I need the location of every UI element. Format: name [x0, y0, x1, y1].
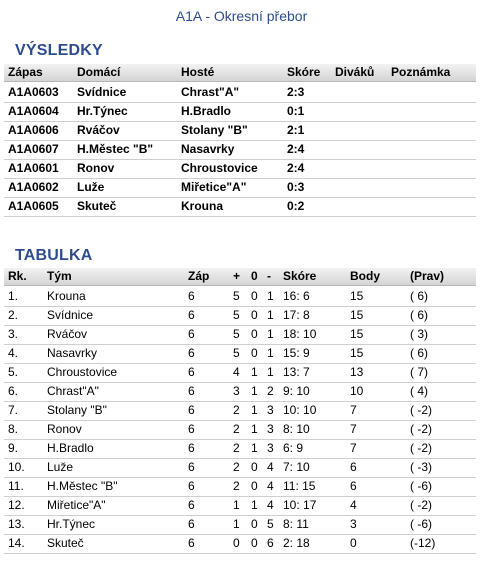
- standings-cell: ( 7): [410, 365, 428, 379]
- results-column-header: Diváků: [335, 65, 375, 79]
- table-row: [4, 382, 476, 402]
- standings-cell: 6: [188, 460, 195, 474]
- standings-cell: 13.: [8, 517, 25, 531]
- standings-cell: 13: 7: [283, 365, 310, 379]
- standings-cell: 6: 9: [283, 441, 304, 455]
- standings-cell: ( -2): [410, 441, 432, 455]
- standings-cell: 4: [350, 498, 357, 512]
- table-row: [4, 458, 476, 478]
- standings-cell: 11: 15: [283, 479, 316, 493]
- standings-cell: Luže: [47, 460, 74, 474]
- standings-cell: 0: [251, 327, 258, 341]
- standings-cell: 6: [188, 384, 195, 398]
- standings-column-header: 0: [251, 269, 258, 283]
- standings-column-header: Skóre: [283, 269, 317, 283]
- table-row: [4, 420, 476, 440]
- standings-cell: 1: [233, 498, 240, 512]
- standings-cell: 1.: [8, 289, 19, 303]
- standings-cell: 2: 18: [283, 536, 310, 550]
- standings-cell: 5: [233, 327, 240, 341]
- standings-cell: 6: [188, 308, 195, 322]
- results-cell: Chroustovice: [181, 161, 258, 175]
- standings-cell: 14.: [8, 536, 25, 550]
- standings-cell: 1: [267, 289, 274, 303]
- table-row: [4, 178, 476, 198]
- standings-cell: 2: [233, 422, 240, 436]
- results-cell: H.Bradlo: [181, 104, 232, 118]
- standings-cell: 1: [267, 365, 274, 379]
- table-row: [4, 363, 476, 383]
- results-cell: Svídnice: [77, 85, 127, 99]
- standings-cell: 0: [251, 460, 258, 474]
- standings-cell: 0: [251, 289, 258, 303]
- standings-cell: ( 6): [410, 346, 428, 360]
- standings-cell: 7: [350, 441, 357, 455]
- standings-cell: 1: [251, 384, 258, 398]
- standings-cell: 6: [188, 498, 195, 512]
- table-row: [4, 121, 476, 141]
- table-row: [4, 83, 476, 103]
- standings-cell: 6: [188, 327, 195, 341]
- standings-cell: ( 4): [410, 384, 428, 398]
- standings-cell: 2: [233, 479, 240, 493]
- results-cell: A1A0602: [8, 180, 59, 194]
- standings-cell: 3: [267, 403, 274, 417]
- standings-cell: 6: [188, 403, 195, 417]
- results-cell: 2:4: [287, 161, 305, 175]
- table-row: [4, 306, 476, 326]
- results-cell: 0:2: [287, 199, 305, 213]
- standings-cell: 4: [267, 460, 274, 474]
- standings-cell: 4.: [8, 346, 19, 360]
- table-row: [4, 197, 476, 217]
- standings-cell: 11.: [8, 479, 24, 493]
- standings-cell: 1: [267, 308, 274, 322]
- standings-cell: 2: [267, 384, 274, 398]
- standings-cell: Nasavrky: [47, 346, 98, 360]
- standings-cell: 10.: [8, 460, 25, 474]
- table-row: [4, 439, 476, 459]
- standings-cell: 2.: [8, 308, 19, 322]
- standings-cell: 13: [350, 365, 364, 379]
- standings-cell: Skuteč: [47, 536, 84, 550]
- standings-cell: 6: [267, 536, 274, 550]
- table-row: [4, 325, 476, 345]
- results-column-header: Poznámka: [391, 65, 451, 79]
- standings-cell: 0: [251, 479, 258, 493]
- standings-cell: 3.: [8, 327, 19, 341]
- standings-cell: 15: [350, 289, 364, 303]
- standings-cell: 1: [233, 517, 240, 531]
- results-column-header: Zápas: [8, 65, 43, 79]
- standings-cell: 0: [251, 308, 258, 322]
- standings-cell: 5: [233, 308, 240, 322]
- standings-cell: 6: [188, 365, 195, 379]
- results-cell: A1A0601: [8, 161, 59, 175]
- standings-cell: 6.: [8, 384, 19, 398]
- standings-cell: 9.: [8, 441, 19, 455]
- standings-cell: 4: [267, 498, 274, 512]
- results-column-header: Hosté: [181, 65, 215, 79]
- standings-cell: ( 6): [410, 289, 428, 303]
- standings-cell: 7: [350, 422, 357, 436]
- standings-cell: ( -3): [410, 460, 432, 474]
- table-row: [4, 401, 476, 421]
- standings-cell: 17: 8: [283, 308, 310, 322]
- standings-cell: 4: [233, 365, 240, 379]
- standings-cell: 3: [267, 441, 274, 455]
- results-cell: 2:3: [287, 85, 305, 99]
- standings-cell: Rváčov: [47, 327, 88, 341]
- standings-cell: 10: 17: [283, 498, 317, 512]
- standings-cell: 6: [350, 479, 357, 493]
- standings-cell: 8: 11: [283, 517, 309, 531]
- standings-cell: 1: [251, 365, 258, 379]
- results-cell: Rváčov: [77, 123, 120, 137]
- results-cell: A1A0604: [8, 104, 59, 118]
- results-cell: Chrast"A": [181, 85, 240, 99]
- standings-cell: ( -6): [410, 479, 432, 493]
- standings-cell: 1: [251, 403, 258, 417]
- results-heading: VÝSLEDKY: [15, 42, 103, 59]
- standings-cell: 1: [267, 346, 274, 360]
- standings-cell: 4: [267, 479, 274, 493]
- standings-cell: 1: [251, 422, 258, 436]
- standings-cell: 6: [188, 441, 195, 455]
- standings-cell: 3: [350, 517, 357, 531]
- table-row: [4, 344, 476, 364]
- results-cell: Stolany "B": [181, 123, 248, 137]
- standings-cell: 6: [188, 479, 195, 493]
- standings-cell: 7: 10: [283, 460, 310, 474]
- table-row: [4, 159, 476, 179]
- results-cell: Ronov: [77, 161, 115, 175]
- results-cell: A1A0607: [8, 142, 59, 156]
- results-header-row: [4, 64, 476, 82]
- results-cell: 2:4: [287, 142, 305, 156]
- standings-column-header: (Prav): [410, 269, 445, 283]
- standings-cell: 10: 10: [283, 403, 317, 417]
- standings-cell: Ronov: [47, 422, 82, 436]
- standings-cell: 8.: [8, 422, 19, 436]
- standings-cell: 5: [233, 346, 240, 360]
- standings-header-row: [4, 268, 476, 286]
- standings-cell: 6: [188, 536, 195, 550]
- standings-cell: 1: [251, 498, 258, 512]
- standings-cell: H.Městec "B": [47, 479, 118, 493]
- standings-cell: 5: [233, 289, 240, 303]
- standings-cell: 10: [350, 384, 364, 398]
- results-cell: Nasavrky: [181, 142, 235, 156]
- results-cell: H.Městec "B": [77, 142, 154, 156]
- table-row: [4, 287, 476, 307]
- table-row: [4, 102, 476, 122]
- standings-cell: 0: [233, 536, 240, 550]
- page-title: A1A - Okresní přebor: [175, 8, 308, 24]
- standings-cell: 0: [251, 517, 258, 531]
- results-cell: 0:3: [287, 180, 305, 194]
- results-cell: A1A0606: [8, 123, 59, 137]
- results-column-header: Skóre: [287, 65, 321, 79]
- standings-cell: 0: [350, 536, 357, 550]
- standings-cell: 6: [188, 346, 195, 360]
- standings-cell: Chrast"A": [47, 384, 99, 398]
- standings-cell: 3: [267, 422, 274, 436]
- results-cell: Skuteč: [77, 199, 117, 213]
- standings-column-header: +: [233, 269, 241, 283]
- standings-cell: ( -2): [410, 498, 432, 512]
- standings-cell: Stolany "B": [47, 403, 107, 417]
- standings-cell: 6: [188, 422, 195, 436]
- standings-column-header: Rk.: [8, 269, 27, 283]
- standings-cell: 3: [233, 384, 240, 398]
- standings-cell: 9: 10: [283, 384, 310, 398]
- table-row: [4, 496, 476, 516]
- results-cell: 2:1: [287, 123, 305, 137]
- standings-cell: 5.: [8, 365, 19, 379]
- standings-cell: 16: 6: [283, 289, 310, 303]
- table-row: [4, 515, 476, 535]
- results-cell: 0:1: [287, 104, 305, 118]
- standings-cell: ( 6): [410, 308, 428, 322]
- standings-cell: 6: [350, 460, 357, 474]
- results-cell: Miřetice"A": [181, 180, 247, 194]
- standings-cell: 7.: [8, 403, 19, 417]
- standings-heading: TABULKA: [15, 247, 93, 264]
- standings-cell: ( -2): [410, 403, 432, 417]
- standings-cell: 8: 10: [283, 422, 310, 436]
- standings-column-header: Záp: [188, 269, 210, 283]
- standings-cell: Chroustovice: [47, 365, 118, 379]
- standings-cell: Miřetice"A": [47, 498, 106, 512]
- results-column-header: Domácí: [77, 65, 121, 79]
- results-cell: A1A0603: [8, 85, 59, 99]
- standings-cell: Krouna: [47, 289, 86, 303]
- standings-cell: 12.: [8, 498, 25, 512]
- table-row: [4, 477, 476, 497]
- standings-cell: 7: [350, 403, 357, 417]
- results-cell: A1A0605: [8, 199, 59, 213]
- standings-cell: 6: [188, 517, 195, 531]
- standings-cell: 15: 9: [283, 346, 310, 360]
- standings-cell: 0: [251, 536, 258, 550]
- standings-cell: Svídnice: [47, 308, 94, 322]
- standings-cell: 2: [233, 441, 240, 455]
- standings-column-header: Body: [350, 269, 380, 283]
- standings-cell: ( 3): [410, 327, 428, 341]
- standings-cell: 0: [251, 346, 258, 360]
- standings-cell: (-12): [410, 536, 436, 550]
- standings-cell: ( -2): [410, 422, 432, 436]
- table-row: [4, 140, 476, 160]
- standings-cell: 1: [267, 327, 274, 341]
- results-cell: Krouna: [181, 199, 223, 213]
- standings-cell: H.Bradlo: [47, 441, 94, 455]
- standings-cell: 18: 10: [283, 327, 317, 341]
- standings-column-header: Tým: [47, 269, 72, 283]
- standings-cell: 15: [350, 327, 364, 341]
- table-row: [4, 534, 476, 554]
- standings-cell: Hr.Týnec: [47, 517, 96, 531]
- standings-cell: 5: [267, 517, 274, 531]
- standings-cell: ( -6): [410, 517, 432, 531]
- standings-cell: 6: [188, 289, 195, 303]
- standings-column-header: -: [267, 269, 271, 283]
- standings-cell: 15: [350, 346, 364, 360]
- standings-cell: 1: [251, 441, 258, 455]
- results-cell: Hr.Týnec: [77, 104, 128, 118]
- standings-cell: 2: [233, 460, 240, 474]
- standings-cell: 2: [233, 403, 240, 417]
- results-cell: Luže: [77, 180, 105, 194]
- standings-cell: 15: [350, 308, 364, 322]
